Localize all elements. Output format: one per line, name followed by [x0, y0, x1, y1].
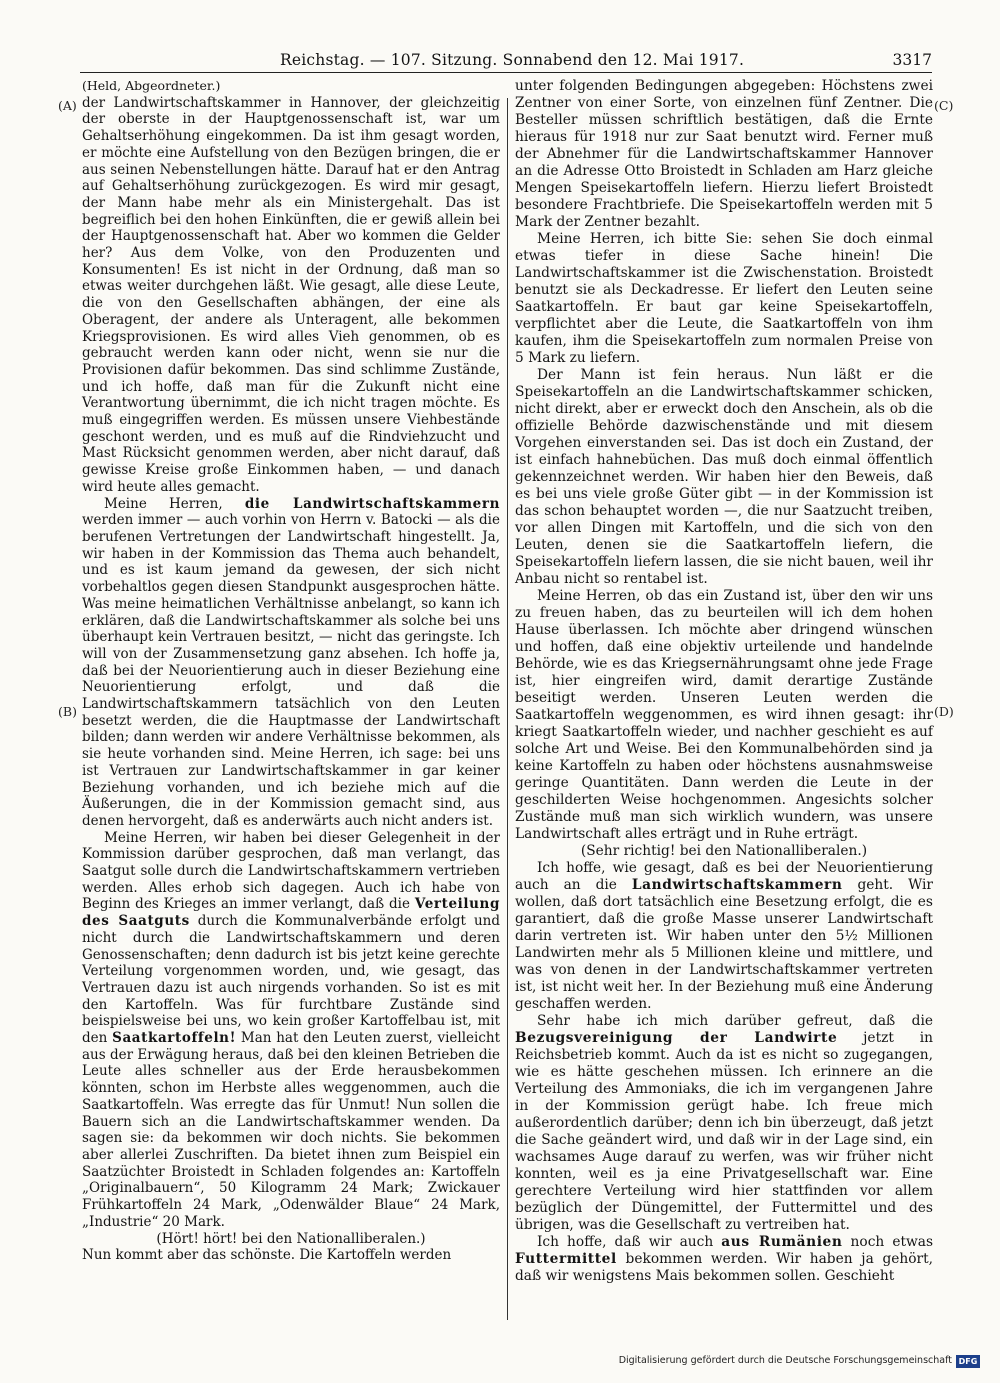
text-run: Meine Herren, wir haben bei dieser Gelegenheit in der Kommission darüber gesprochen, daß man verlangt, das Saatgut solle durch die Landwirtschaftskammern vertrieben werden. Alles erhob sich dagegen. Auch ich habe von Beginn des Krieges an immer verlangt, daß die [82, 829, 500, 913]
digitization-footer [619, 1353, 980, 1369]
right-column [515, 78, 933, 1285]
margin-mark-b: (B) [58, 704, 77, 719]
paragraph: unter folgenden Bedingungen abgegeben: Höchstens zwei Zentner von einer Sorte, von einzelnen fünf Zentner. Die Besteller müssen schriftlich bestätigen, daß die Ernte hieraus für 1918 nur zur Saat benutzt wird. Ferner muß der Abnehmer für die Landwirtschaftskammer Hannover an die Adresse Otto Broistedt in Schladen am Harz gleiche Mengen Speisekartoffeln liefern. Hierzu liefert Broistedt besondere Frachtbriefe. Die Speisekartoffeln werden mit 5 Mark der Zentner bezahlt. [515, 78, 933, 230]
text-run: jetzt in Reichsbetrieb kommt. Auch da ist es nicht so zugegangen, wie es hätte geschehen müssen. Ich erinnere an die Verteilung des Ammoniaks, die ich im vergangenen Jahre in der Kommission gerügt habe. Ich freue mich außerordentlich darüber; denn ich bin überzeugt, daß jetzt die Sache geändert wird, und daß wir in der Lage sind, ein wachsames Auge darauf zu werfen, was wir früher nicht konnten, weil es ja eine Privatgesellschaft war. Eine gerechtere Verteilung wird hier stattfinden vor allem bezüglich der Düngemittel, der Futtermittel und des übrigen, was die Gesellschaft zu vertreiben hat. [515, 1030, 933, 1233]
text-run: Ich hoffe, daß wir auch [537, 1234, 722, 1250]
interjection: (Hört! hört! bei den Nationalliberalen.) [156, 1230, 426, 1247]
paragraph [515, 860, 933, 1013]
paragraph: Meine Herren, ich bitte Sie: sehen Sie doch einmal etwas tiefer in diese Sache hinein! Die Landwirtschaftskammer ist die Zwischenstation. Broistedt benutzt sie als Deckadresse. Er liefert den Leuten seine Saatkartoffeln. Er baut gar keine Speisekartoffeln, verpflichtet aber die Leute, die Saatkartoffeln von ihm kaufen, ihm die Speisekartoffeln zum normalen Preise von 5 Mark zu liefern. [515, 231, 933, 366]
paragraph [515, 1013, 933, 1234]
text-run: noch etwas [842, 1234, 934, 1250]
paragraph: Der Mann ist fein heraus. Nun läßt er die Speisekartoffeln an die Landwirtschaftskammer schicken, nicht direkt, aber er erweckt doch den Anschein, als ob die offizielle Behörde dazwischenstände und mit diesem Vorgehen einverstanden sei. Das ist doch ein Zustand, der ist einfach hahnebüchen. Das muß doch einmal öffentlich gekennzeichnet werden. Wir haben hier den Beweis, daß es bei uns viele große Güter gibt — in der Kommission ist das schon behauptet worden —, die nur Saatzucht treiben, vor allen Dingen mit Kartoffeln, und die sich von den Leuten, denen sie die Saatkartoffeln liefern, die Speisekartoffeln liefern lassen, die sie nicht bauen, weil ihr Anbau nicht so rentabel ist. [515, 367, 933, 587]
margin-mark-d: (D) [934, 704, 954, 719]
text-run: Meine Herren, [104, 495, 245, 512]
paragraph: Meine Herren, ob das ein Zustand ist, über den wir uns zu freuen haben, das zu beurteilen will ich dem hohen Hause überlassen. Ich möchte aber dringend wünschen und hoffen, daß eine objektiv urteilende und handelnde Behörde, wie es das Kriegsernährungsamt ohne jede Frage ist, hier eingreifen wird, damit derartige Zustände beseitigt werden. Unseren Leuten werden die Saatkartoffeln weggenommen, es wird ihnen gesagt: ihr kriegt Saatkartoffeln wieder, und nachher geschieht es auf solche Art und Weise. Bei den Kommunalbehörden sind ja keine Kartoffeln zu haben oder höchstens ausnahmsweise geringe Quantitäten. Dann werden die Leute in der geschilderten Weise hochgenommen. Angesichts solcher Zustände muß man sich wirklich wundern, was unsere Landwirtschaft alles erträgt und in Ruhe erträgt. [515, 588, 933, 842]
text-run: Ich hoffe, wie gesagt, daß es bei der Neuorientierung auch an die [515, 860, 933, 893]
paragraph: Nun kommt aber das schönste. Die Kartoffeln werden [82, 1247, 452, 1264]
page-number: 3317 [892, 51, 932, 69]
paragraph [82, 830, 500, 1231]
paragraph: der Landwirtschaftskammer in Hannover, der gleichzeitig der oberste in der Hauptgenossenschaft ist, war um Gehaltserhöhung eingekommen. Da ist ihm gesagt worden, er möchte eine Aufstellung von den Bezügen bringen, die er aus seinen Nebenstellungen hätte. Darauf hat er den Antrag auf Gehaltserhöhung zurückgezogen. Es wird mir gesagt, der Mann habe mehr als ein Ministergehalt. Das ist begreiflich bei den hohen Einkünften, die er gewiß allein bei der Hauptgenossenschaft hat. Aber wo kommen die Gelder her? Aus dem Volke, von den Produzenten und Konsumenten! Es ist nicht in der Ordnung, daß man so etwas weiter durchgehen läßt. Wie gesagt, alle diese Leute, die von den Gesellschaften abhängen, der eine als Oberagent, der andere als Unteragent, alle bekommen Kriegsprovisionen. Es wird alles Vieh genommen, ob es gebraucht werden kann oder nicht, wenn sie nur die Provisionen dafür bekommen. Das sind schlimme Zustände, und ich hoffe, daß man für die Zukunft nicht eine Verantwortung übernimmt, die ich nicht tragen möchte. Es muß eingegriffen werden. Es müssen unsere Viehbestände geschont werden, und es muß auf die Rindviehzucht und Mast Rücksicht genommen werden, aber nicht darauf, daß gewisse Kreise große Einkommen haben, — und danach wird heute alles gemacht. [82, 94, 500, 495]
running-title: Reichstag. — 107. Sitzung. Sonnabend den 12. Mai 1917. [280, 51, 745, 69]
paragraph [82, 496, 500, 830]
text-run: Sehr habe ich mich darüber gefreut, daß die [537, 1013, 933, 1029]
emphasis: die Landwirtschaftskammern [244, 495, 501, 512]
footer-credit: Digitalisierung gefördert durch die Deutsche Forschungsgemeinschaft [618, 1355, 952, 1366]
paragraph [515, 1234, 933, 1285]
speaker-note [82, 78, 500, 95]
dfg-logo: DFG [956, 1355, 980, 1368]
text-run: bekommen werden. Wir haben ja gehört, daß wir wenigstens Mais bekommen sollen. Geschieht [515, 1251, 933, 1284]
page-header [80, 50, 932, 73]
emphasis: Bezugsvereinigung der Landwirte [515, 1030, 838, 1046]
interjection: (Sehr richtig! bei den Nationalliberalen.) [580, 843, 868, 859]
text-run: werden immer — auch vorhin von Herrn v. Batocki — als die berufenen Vertretungen der Landwirtschaft hingestellt. Ja, wir haben in der Kommission das Thema auch behandelt, und es ist kaum jemand da gewesen, der sich nicht vorbehaltlos gegen diesen Standpunkt ausgesprochen hätte. Was meine heimatlichen Verhältnisse anbelangt, so kann ich erklären, daß die Landwirtschaftskammer als solche bei uns überhaupt kein Vertrauen besitzt, — nicht das geringste. Ich will von der Zusammensetzung ganz absehen. Ich hoffe ja, daß bei der Neuorientierung auch in dieser Beziehung eine Neuorientierung erfolgt, und daß die Landwirtschaftskammern tatsächlich von den Leuten besetzt werden, die die Hauptmasse der Landwirtschaft bilden; dann werden wir andere Verhältnisse bekommen, als sie heute vorhanden sind. Meine Herren, ich sage: bei uns ist Vertrauen zur Landwirtschaftskammer in gar keiner Beziehung vorhanden, und ich beziehe mich auf die Äußerungen, die in der Kommission gemacht sind, aus denen hervorgeht, daß es anderwärts auch nicht anders ist. [82, 512, 500, 829]
speaker-label: (Held, Abgeordneter.) [82, 78, 221, 93]
emphasis: Verteilung des Saatguts [82, 896, 500, 930]
text-run: durch die Kommunalverbände erfolgt und nicht durch die Landwirtschaftskammern und deren Genossenschaften; denn dadurch ist bis jetzt keine gerechte Verteilung vorgenommen worden, und, wie gesagt, das Vertrauen dazu ist auch nirgends vorhanden. So ist es mit den Kartoffeln. Was für furchtbare Zustände sind beispielsweise bei uns, wo kein großer Kartoffelbau ist, mit den [82, 913, 500, 1047]
emphasis: aus Rumänien [721, 1234, 843, 1250]
column-divider [507, 98, 508, 1320]
margin-mark-a: (A) [58, 98, 77, 113]
margin-mark-c: (C) [934, 98, 954, 113]
text-run: geht. Wir wollen, daß dort tatsächlich eine Besetzung erfolgt, die es garantiert, daß die große Masse unserer Landwirtschaft darin vertreten ist. Wir haben unter den 5½ Millionen Landwirten mehr als 5 Millionen kleine und mittlere, und was von denen in der Landwirtschaftskammer vertreten ist, ist nicht weit her. In der Beziehung muß eine Änderung geschaffen werden. [515, 877, 933, 1012]
emphasis: Saatkartoffeln! [112, 1030, 237, 1047]
emphasis: Landwirtschaftskammern [631, 877, 843, 893]
text-run: Man hat den Leuten zuerst, vielleicht aus der Erwägung heraus, daß bei den kleinen Betrieben die Leute alles schneller aus der Erde herausbekommen könnten, schon im Herbste alles weggenommen, auch die Saatkartoffeln. Was erregte das für Unmut! Nun sollen die Bauern sich an die Landwirtschaftskammer wenden. Da sagen sie: da bekommen wir doch nichts. Sie bekommen aber allerlei Zuschriften. Da bietet ihnen zum Beispiel ein Saatzüchter Broistedt in Schladen folgendes an: Kartoffeln „Originalbauern“, 50 Kilogramm 24 Mark; Zwickauer Frühkartoffeln 24 Mark, „Odenwälder Blaue“ 24 Mark, „Industrie“ 20 Mark. [82, 1030, 501, 1230]
left-column [82, 78, 500, 1264]
emphasis: Futtermittel [515, 1251, 617, 1267]
